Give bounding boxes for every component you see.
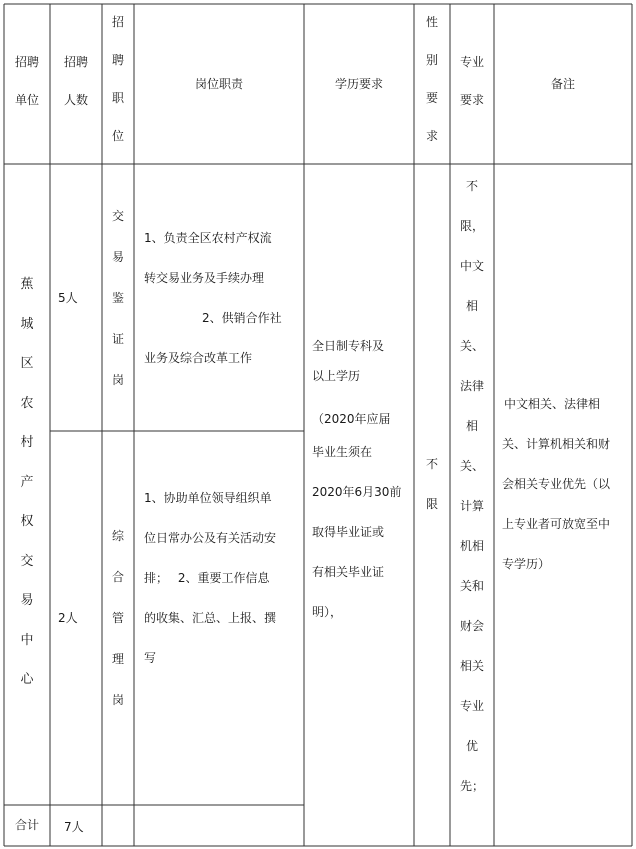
row1-position: 交 易 鉴 证 岗 [111, 209, 124, 387]
header-unit: 招聘 单位 [14, 55, 39, 107]
header-major: 专业 要求 [459, 55, 484, 107]
unit-name: 蕉 城 区 农 村 产 权 交 易 中 心 [20, 277, 34, 687]
header-duties: 岗位职责 [194, 77, 243, 91]
row2-position: 综 合 管 理 岗 [111, 529, 124, 707]
row1-count: 5人 [58, 291, 78, 305]
row2-count: 2人 [58, 611, 78, 625]
header-remarks: 备注 [550, 77, 575, 91]
total-label: 合计 [14, 818, 39, 832]
education-requirement: 全日制专科及 以上学历 （2020年应届 毕业生须在 2020年6月30前 取得毕业证或 有相关毕业证 明）， [312, 339, 402, 619]
total-count: 7人 [64, 820, 84, 834]
row1-duties: 1、负责全区农村产权流 转交易业务及手续办理 2、供销合作社 业务及综合改革工作 [144, 231, 282, 365]
remarks: 中文相关、法律相 关、计算机相关和财 会相关专业优先（以 上专业者可放宽至中 专学历） [502, 397, 611, 571]
header-position: 招 聘 职 位 [111, 15, 124, 143]
row2-duties: 1、协助单位领导组织单 位日常办公及有关活动安 排； 2、重要工作信息 的收集、汇总、上报、撰 写 [144, 491, 277, 665]
major-requirement: 不 限， 中文 相 关、 法律 相 关、 计算 机相 关和 财会 相关 专业 优 先； [459, 179, 484, 793]
header-gender: 性 别 要 求 [425, 15, 438, 143]
header-education: 学历要求 [334, 77, 383, 91]
header-count: 招聘 人数 [63, 55, 88, 107]
gender-requirement: 不 限 [425, 457, 438, 511]
